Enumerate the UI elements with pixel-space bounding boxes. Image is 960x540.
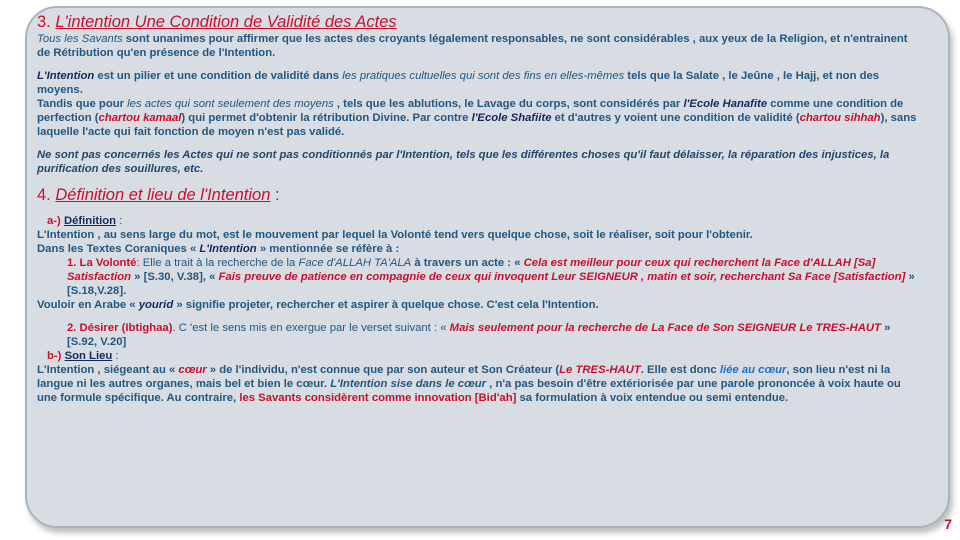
item1-a: : Elle a trait à la recherche de la: [136, 257, 299, 269]
item1-e: » [S.30, V.38], «: [131, 271, 219, 283]
b-c: » de l'individu, n'est connue que par son auteur et Son Créateur (: [206, 364, 560, 376]
section-4-tail: :: [270, 186, 280, 204]
item2-c: » [S.92, V.20]: [67, 322, 891, 348]
item2-b: Mais seulement pour la recherche de La Face de Son SEIGNEUR Le TRES-HAUT: [449, 322, 881, 334]
text-p3k: ), sans laquelle l'acte qui fait fonction de moyen n'est pas validé.: [37, 112, 917, 138]
text-pratiques: les pratiques cultuelles qui sont des fins en elles-mêmes: [342, 70, 625, 82]
section-3-number: 3.: [37, 13, 51, 31]
yourid-b: yourid: [138, 299, 174, 311]
b-e: . Elle est donc: [640, 364, 720, 376]
text-p3e: comme une condition de perfection (: [37, 98, 904, 124]
b-a: L'Intention , siégeant au «: [37, 364, 179, 376]
text-p3i: et d'autres y voient une condition de validité (: [551, 112, 800, 124]
section-3-title: L'intention Une Condition de Validité des Actes: [55, 13, 397, 31]
section-4-number: 4.: [37, 186, 51, 204]
subsection-a-title: Définition: [63, 215, 117, 227]
subsection-b-label: b-): [47, 350, 62, 362]
text-p2d: tels que la Salate , le Jeûne , le Hajj, et non des moyens.: [37, 70, 880, 96]
paragraph-savants: [37, 32, 922, 60]
text-p1: sont unanimes pour affirmer que les actes des croyants légalement responsables, ne sont considérables , aux yeux de la Religion, et n'entrainent de Rétribution qu'en présence de l'Intention.: [37, 33, 908, 59]
text-hanafite: l'Ecole Hanafite: [683, 98, 768, 110]
text-p3g: ) qui permet d'obtenir la rétribution Divine. Par contre: [181, 112, 472, 124]
paragraph-yourid: [37, 298, 922, 312]
item1-f: Fais preuve de patience en compagnie de ceux qui invoquent Leur SEIGNEUR , matin et soir, recherchant Sa Face [Satisfaction]: [218, 271, 906, 283]
section-4-title: Définition et lieu de l'Intention: [55, 186, 271, 204]
b-h: L'Intention sise dans le cœur: [330, 378, 487, 390]
subsection-a-heading: [37, 214, 922, 228]
section-3-heading: [37, 12, 922, 32]
page-number: 7: [944, 516, 952, 532]
paragraph-textes-coraniques: [37, 242, 922, 256]
item1-label: 1. La Volonté: [67, 257, 137, 269]
slide-panel: [25, 6, 950, 528]
text-p3c: , tels que les ablutions, le Lavage du corps, sont considérés par: [333, 98, 684, 110]
item2-label: 2. Désirer (Ibtighaa): [67, 322, 173, 334]
text-kamaal: chartou kamaal: [98, 112, 182, 124]
text-intention: L'Intention: [37, 70, 95, 82]
paragraph-moyens: [37, 97, 922, 139]
subsection-a-colon: :: [116, 215, 123, 227]
item2-a: . C 'est le sens mis en exergue par le verset suivant : «: [172, 322, 450, 334]
text-a2b: L'Intention: [199, 243, 257, 255]
item1-g: » [S.18,V.28].: [67, 271, 915, 297]
text-shafiite: l'Ecole Shafiite: [471, 112, 552, 124]
text-sihhah: chartou sihhah: [799, 112, 881, 124]
item1-c: à travers un acte : «: [411, 257, 524, 269]
b-d: Le TRES-HAUT: [559, 364, 641, 376]
paragraph-non-concernes: Ne sont pas concernés les Actes qui ne sont pas conditionnés par l'Intention, tels que les différentes choses qu'il faut délaisser, la réparation des injustices, la purification des souillures, etc.: [37, 149, 890, 175]
subsection-b-title: Son Lieu: [64, 350, 113, 362]
item1-b: Face d'ALLAH TA'ALA: [298, 257, 412, 269]
subsection-b-heading: [37, 349, 922, 363]
b-j: les Savants considèrent comme innovation [Bid'ah]: [239, 392, 517, 404]
paragraph-pilier: [37, 69, 922, 97]
item1-d: Cela est meilleur pour ceux qui recherchent la Face d'ALLAH [Sa] Satisfaction: [67, 257, 876, 283]
b-g: , son lieu n'est ni la langue ni les autres organes, mais bel et bien le cœur.: [37, 364, 891, 390]
list-item-volonte: [37, 256, 922, 298]
b-b: cœur: [178, 364, 207, 376]
b-k: sa formulation à voix entendue ou semi entendue.: [516, 392, 789, 404]
section-4-heading: [37, 185, 922, 205]
paragraph-definition: L'Intention , au sens large du mot, est le mouvement par lequel la Volonté tend vers quelque chose, soit le réaliser, soit pour l'obtenir.: [37, 229, 753, 241]
b-f: liée au cœur: [719, 364, 787, 376]
text-p3a: Tandis que pour: [37, 98, 128, 110]
subsection-a-label: a-): [47, 215, 61, 227]
yourid-a: Vouloir en Arabe «: [37, 299, 139, 311]
subsection-b-colon: :: [112, 350, 119, 362]
text-savants: Tous les Savants: [37, 33, 123, 45]
list-item-desirer: [37, 321, 922, 349]
paragraph-son-lieu: [37, 363, 922, 405]
yourid-c: » signifie projeter, rechercher et aspirer à quelque chose. C'est cela l'Intention.: [173, 299, 599, 311]
text-a2c: » mentionnée se réfère à :: [256, 243, 400, 255]
b-i: , n'a pas besoin d'être extériorisée par une parole prononcée à voix haute ou une formule spécifique. Au contraire,: [37, 378, 901, 404]
slide-content: [37, 12, 922, 405]
text-moyens: les actes qui sont seulement des moyens: [127, 98, 334, 110]
text-a2a: Dans les Textes Coraniques «: [37, 243, 200, 255]
text-p2b: est un pilier et une condition de validité dans: [94, 70, 343, 82]
